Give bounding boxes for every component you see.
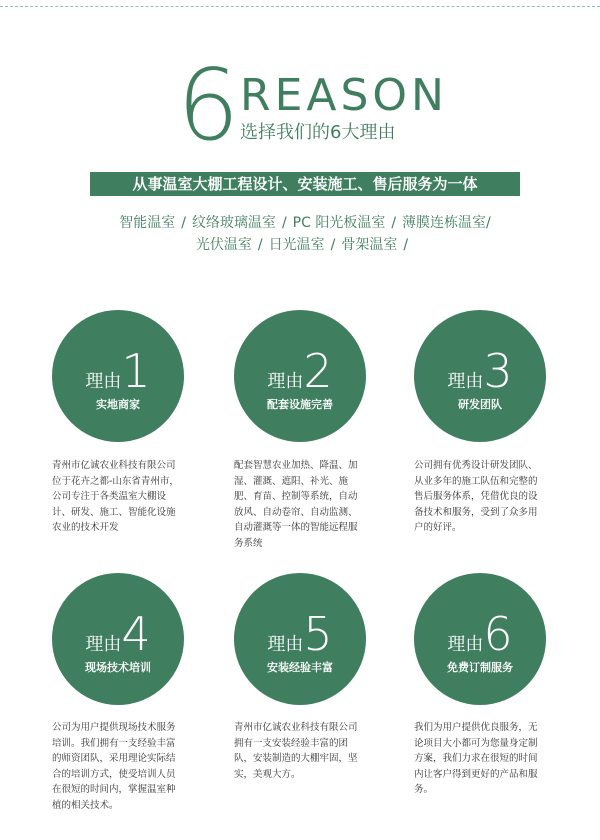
reason-description bbox=[414, 720, 544, 798]
category-line-2 bbox=[100, 234, 510, 256]
category-separator: / bbox=[391, 215, 397, 231]
reason-description bbox=[52, 458, 182, 536]
desc-line: 从业多年的施工队伍和完整的 bbox=[414, 475, 538, 487]
desc-line: 我们为用户提供优良服务，无 bbox=[414, 722, 538, 733]
reason-description bbox=[234, 720, 364, 782]
desc-line: 培训。我们拥有一支经验丰富 bbox=[52, 737, 176, 749]
category-item[interactable]: 薄膜连栋温室/ bbox=[402, 215, 491, 231]
desc-line: 青州市亿诚农业科技有限公司 bbox=[234, 722, 358, 733]
reason-title: 现场技术培训 bbox=[85, 661, 151, 674]
desc-line: 务。 bbox=[414, 784, 434, 795]
reason-circle bbox=[234, 310, 366, 442]
reason-number: 1 bbox=[121, 344, 151, 398]
desc-line: 方案，我们力求在很短的时间 bbox=[414, 753, 538, 764]
reason-word: 理由 bbox=[267, 634, 304, 655]
reason-circle bbox=[52, 310, 184, 442]
desc-line: 务系统 bbox=[234, 537, 263, 549]
desc-line: 植的相关技术。 bbox=[52, 799, 119, 811]
reason-description bbox=[52, 720, 182, 813]
reason-word: 理由 bbox=[267, 371, 304, 392]
category-separator: / bbox=[403, 237, 409, 253]
reason-circle bbox=[414, 573, 546, 705]
desc-line: 户的好评。 bbox=[414, 522, 462, 533]
reason-number: 6 bbox=[483, 607, 513, 661]
desc-line: 合的培训方式，使受培训人员 bbox=[52, 768, 176, 780]
category-item[interactable]: 智能温室 bbox=[119, 215, 176, 231]
reason-circle bbox=[52, 573, 184, 705]
reason-description bbox=[414, 458, 544, 536]
hero-number: 6 bbox=[177, 49, 240, 163]
reason-word: 理由 bbox=[447, 371, 484, 392]
category-separator: / bbox=[257, 237, 263, 253]
reason-word: 理由 bbox=[447, 634, 484, 655]
desc-line: 放风、自动卷帘、自动监测、 bbox=[234, 506, 358, 518]
reason-circle bbox=[414, 310, 546, 442]
desc-line: 的师资团队，采用理论实际结 bbox=[52, 753, 176, 764]
reason-word: 理由 bbox=[85, 634, 122, 655]
reason-word: 理由 bbox=[85, 371, 122, 392]
service-banner: 从事温室大棚工程设计、安装施工、售后服务为一体 bbox=[90, 172, 520, 196]
reason-title: 实地商家 bbox=[96, 398, 140, 411]
desc-line: 售后服务体系，凭借优良的设 bbox=[414, 491, 538, 502]
desc-line: 公司专注于各类温室大棚设 bbox=[52, 491, 167, 502]
reason-title: 安装经验丰富 bbox=[267, 661, 333, 674]
reason-title: 免费订制服务 bbox=[447, 661, 513, 674]
desc-line: 农业的技术开发 bbox=[52, 522, 119, 533]
category-list bbox=[100, 212, 510, 256]
desc-line: 肥、育苗、控制等系统，自动 bbox=[234, 491, 358, 502]
reason-title: 研发团队 bbox=[458, 398, 502, 411]
category-item[interactable]: 骨架温室 bbox=[341, 237, 398, 253]
desc-line: 自动灌溉等一体的智能远程服 bbox=[234, 522, 358, 533]
category-line-1 bbox=[100, 212, 510, 234]
desc-line: 内让客户得到更好的产品和服 bbox=[414, 768, 538, 780]
reason-description bbox=[234, 458, 364, 551]
desc-line: 青州市亿诚农业科技有限公司 bbox=[52, 460, 176, 471]
category-item[interactable]: 纹络玻璃温室 bbox=[191, 215, 276, 231]
category-separator: / bbox=[281, 215, 287, 231]
reason-number: 2 bbox=[303, 344, 333, 398]
reason-circle bbox=[234, 573, 366, 705]
desc-line: 计、研发、施工、智能化设施 bbox=[52, 506, 176, 518]
category-separator: / bbox=[181, 215, 186, 231]
desc-line: 备技术和服务，受到了众多用 bbox=[414, 506, 538, 518]
reason-number: 4 bbox=[121, 607, 151, 661]
desc-line: 湿、灌溉、遮阳、补光、施 bbox=[234, 475, 349, 487]
desc-line: 队，安装制造的大棚牢固，坚 bbox=[234, 753, 358, 764]
desc-line: 公司为用户提供现场技术服务 bbox=[52, 722, 176, 733]
desc-line: 论项目大小都可为您量身定制 bbox=[414, 737, 538, 749]
hero-word: REASON bbox=[240, 70, 448, 121]
desc-line: 公司拥有优秀设计研发团队、 bbox=[414, 460, 538, 471]
reason-number: 5 bbox=[303, 607, 333, 661]
reason-title: 配套设施完善 bbox=[267, 398, 333, 411]
top-dashed-divider bbox=[0, 6, 600, 7]
reason-number: 3 bbox=[483, 344, 513, 398]
category-item[interactable]: 日光温室 bbox=[268, 237, 325, 253]
desc-line: 配套智慧农业加热、降温、加 bbox=[234, 460, 358, 471]
category-item[interactable]: PC 阳光板温室 bbox=[292, 215, 386, 231]
desc-line: 拥有一支安装经验丰富的团 bbox=[234, 737, 349, 749]
desc-line: 在很短的时间内，掌握温室种 bbox=[52, 784, 176, 795]
desc-line: 实，美观大方。 bbox=[234, 768, 301, 780]
hero-subtitle: 选择我们的6大理由 bbox=[240, 122, 396, 143]
hero-header bbox=[0, 49, 600, 163]
desc-line: 位于花卉之都-山东省青州市， bbox=[52, 475, 179, 487]
category-separator: / bbox=[330, 237, 336, 253]
category-item[interactable]: 光伏温室 bbox=[195, 237, 252, 253]
